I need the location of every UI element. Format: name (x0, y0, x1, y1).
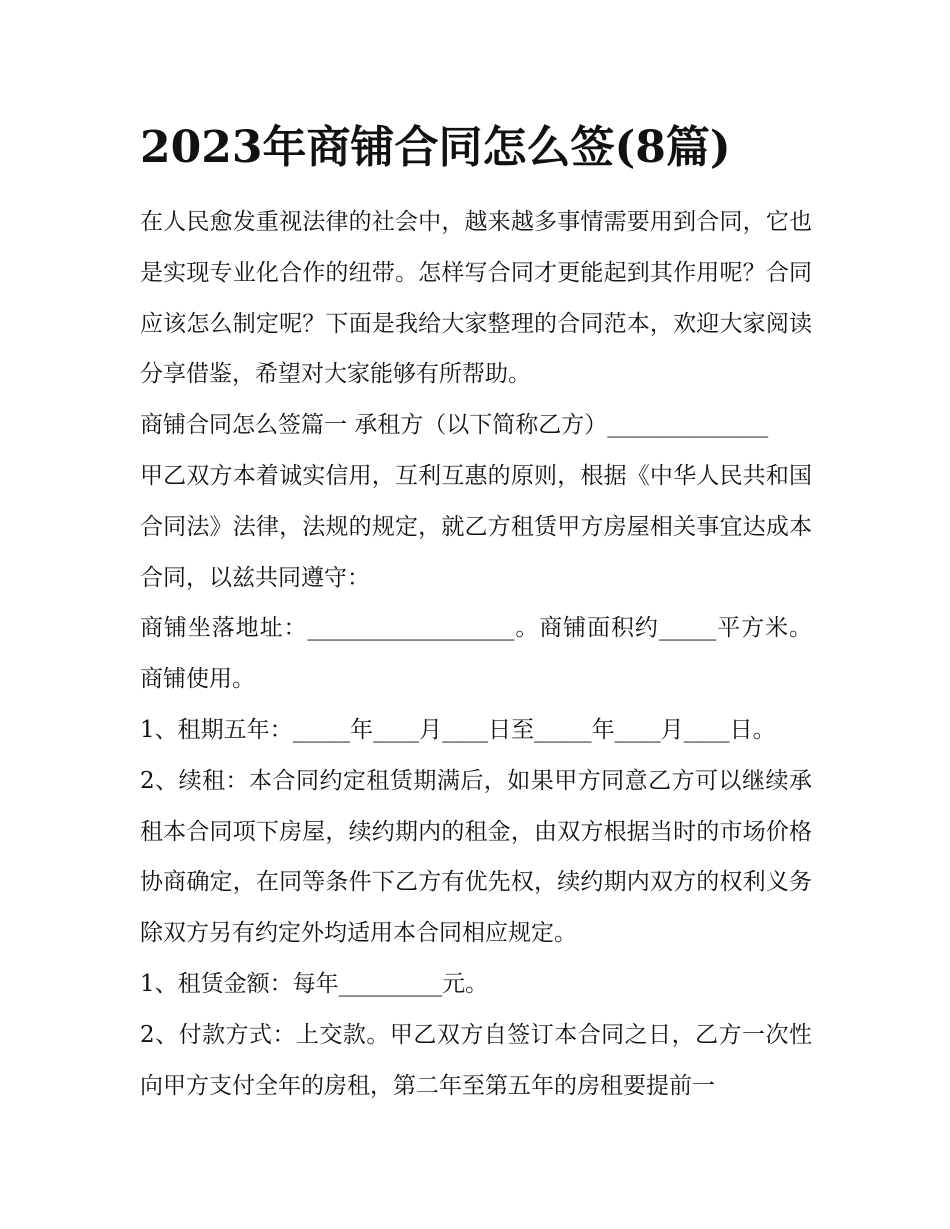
rent-amount-paragraph: 1、租赁金额：每年_________元。 (140, 970, 489, 997)
intro-paragraph: 在人民愈发重视法律的社会中，越来越多事情需要用到合同，它也是实现专业化合作的纽带。怎样写合同才更能起到其作用呢？合同应该怎么制定呢？下面是我给大家整理的合同范本，欢迎大家阅读分享借鉴，希望对大家能够有所帮助。 (140, 209, 812, 388)
document-body (140, 197, 812, 1111)
payment-method-paragraph: 2、付款方式：上交款。甲乙双方自签订本合同之日，乙方一次性向甲方支付全年的房租，第二年至第五年的房租要提前一 (140, 1021, 812, 1099)
document-title: 2023年商铺合同怎么签(8篇) (140, 122, 731, 173)
shop-address-paragraph: 商铺坐落地址：__________________。商铺面积约_____平方米。 商铺使用。 (140, 615, 812, 693)
principle-paragraph: 甲乙双方本着诚实信用，互利互惠的原则，根据《中华人民共和国合同法》法律，法规的规定，就乙方租赁甲方房屋相关事宜达成本合同，以兹共同遵守： (140, 462, 812, 591)
section-heading-tenant: 商铺合同怎么签篇一 承租方（以下简称乙方）______________ (140, 412, 769, 439)
renewal-paragraph: 2、续租：本合同约定租赁期满后，如果甲方同意乙方可以继续承租本合同项下房屋，续约期内的租金，由双方根据当时的市场价格协商确定，在同等条件下乙方有优先权，续约期内双方的权利义务除双方另有约定外均适用本合同相应规定。 (140, 767, 812, 947)
lease-term-paragraph: 1、租期五年：_____年____月____日至_____年____月____日。 (140, 716, 776, 743)
